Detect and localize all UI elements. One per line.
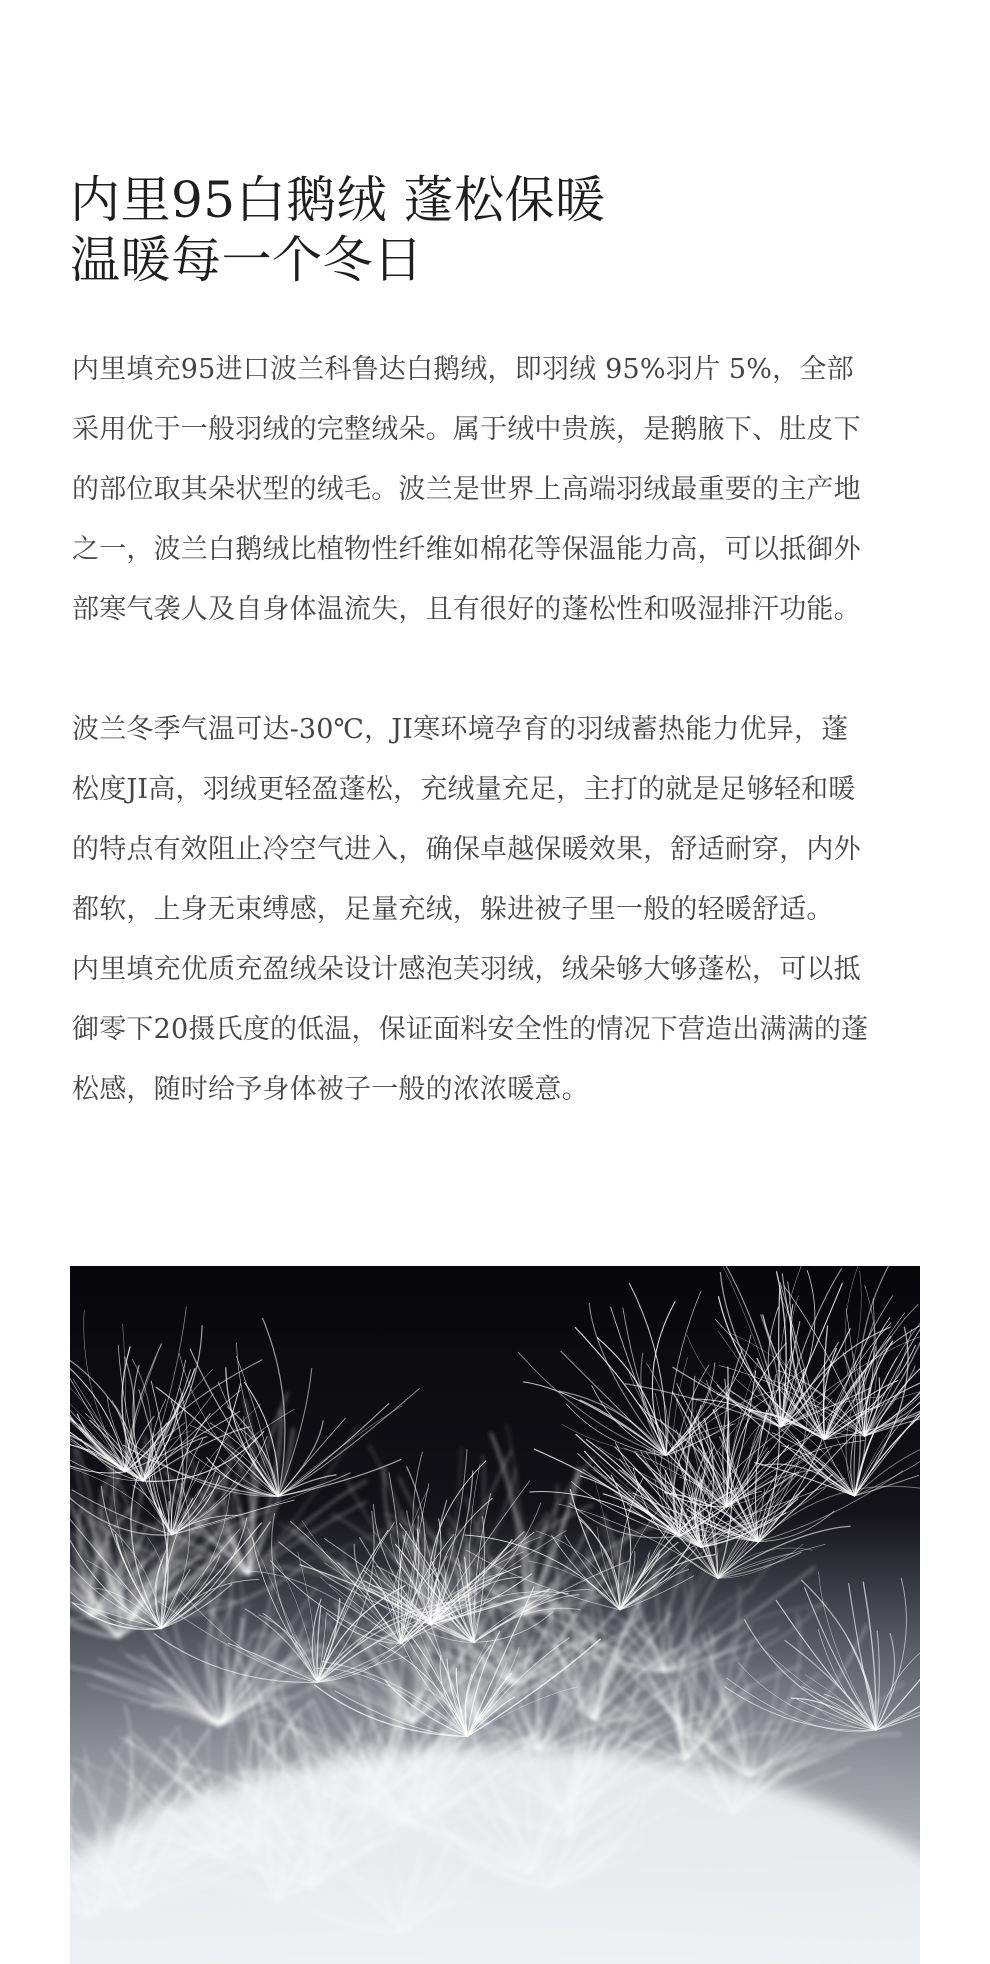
paragraph-line: 的特点有效阻止冷空气进入，确保卓越保暖效果，舒适耐穿，内外 <box>72 834 861 865</box>
heading-line-1: 内里95白鹅绒 蓬松保暖 <box>70 171 606 229</box>
paragraph-line: 内里填充95进口波兰科鲁达白鹅绒，即羽绒 95%羽片 5%，全部 <box>72 354 854 385</box>
paragraph-line: 的部位取其朵状型的绒毛。波兰是世界上高端羽绒最重要的主产地 <box>72 474 861 505</box>
paragraph-line: 松度JI高，羽绒更轻盈蓬松，充绒量充足，主打的就是足够轻和暖 <box>72 774 856 805</box>
description-paragraph-1 <box>72 340 897 640</box>
goose-down-photo <box>70 1266 920 1964</box>
paragraph-line: 御零下20摄氏度的低温，保证面料安全性的情况下营造出满满的蓬 <box>72 1014 869 1045</box>
paragraph-line: 部寒气袭人及自身体温流失，且有很好的蓬松性和吸湿排汗功能。 <box>72 594 861 625</box>
section-heading <box>70 170 830 290</box>
paragraph-line: 之一，波兰白鹅绒比植物性纤维如棉花等保温能力高，可以抵御外 <box>72 534 861 565</box>
heading-line-2: 温暖每一个冬日 <box>70 231 424 289</box>
paragraph-line: 采用优于一般羽绒的完整绒朵。属于绒中贵族，是鹅腋下、肚皮下 <box>72 414 861 445</box>
paragraph-line: 松感，随时给予身体被子一般的浓浓暖意。 <box>72 1074 589 1105</box>
paragraph-line: 波兰冬季气温可达-30℃，JI寒环境孕育的羽绒蓄热能力优异，蓬 <box>72 714 849 745</box>
paragraph-line: 都软，上身无束缚感，足量充绒，躲进被子里一般的轻暖舒适。 <box>72 894 834 925</box>
goose-down-illustration <box>70 1266 920 1964</box>
paragraph-line: 内里填充优质充盈绒朵设计感泡芙羽绒，绒朵够大够蓬松，可以抵 <box>72 954 861 985</box>
description-paragraph-2 <box>72 700 897 1120</box>
